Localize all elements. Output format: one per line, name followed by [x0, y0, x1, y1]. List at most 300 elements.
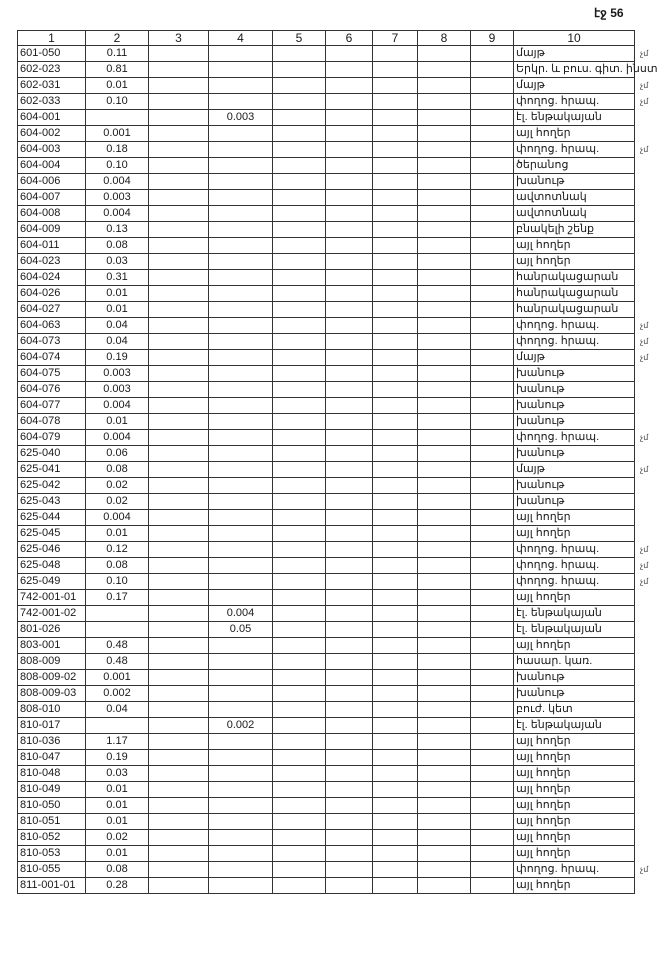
cell-col-4 — [209, 334, 273, 350]
cell-col-1: 808-010 — [18, 702, 86, 718]
cell-col-10: փողոց. հրապ. — [514, 318, 635, 334]
table-row — [18, 94, 635, 110]
cell-col-9 — [471, 862, 514, 878]
cell-col-7 — [373, 302, 418, 318]
cell-col-6 — [326, 286, 373, 302]
cell-col-5 — [273, 846, 326, 862]
cell-col-7 — [373, 654, 418, 670]
cell-col-1: 808-009 — [18, 654, 86, 670]
cell-col-1: 742-001-02 — [18, 606, 86, 622]
margin-mark — [640, 270, 665, 286]
cell-col-10: այլ հողեր — [514, 638, 635, 654]
cell-col-10: բնակելի շենք — [514, 222, 635, 238]
cell-col-8 — [418, 62, 471, 78]
cell-col-2: 0.01 — [86, 846, 149, 862]
cell-col-7 — [373, 238, 418, 254]
cell-col-4 — [209, 62, 273, 78]
cell-col-10: ծերանոց — [514, 158, 635, 174]
cell-col-1: 810-051 — [18, 814, 86, 830]
table-row — [18, 846, 635, 862]
cell-col-7 — [373, 126, 418, 142]
cell-col-10: փողոց. հրապ. — [514, 862, 635, 878]
cell-col-8 — [418, 510, 471, 526]
column-header-2: 2 — [86, 31, 149, 46]
cell-col-4 — [209, 862, 273, 878]
cell-col-5 — [273, 206, 326, 222]
cell-col-8 — [418, 142, 471, 158]
cell-col-3 — [149, 798, 209, 814]
cell-col-6 — [326, 46, 373, 62]
cell-col-9 — [471, 830, 514, 846]
cell-col-2: 0.01 — [86, 526, 149, 542]
margin-mark — [640, 590, 665, 606]
cell-col-5 — [273, 222, 326, 238]
cell-col-9 — [471, 878, 514, 894]
table-row — [18, 190, 635, 206]
margin-mark — [640, 446, 665, 462]
cell-col-8 — [418, 590, 471, 606]
cell-col-6 — [326, 94, 373, 110]
table-row — [18, 702, 635, 718]
cell-col-7 — [373, 558, 418, 574]
margin-mark — [640, 302, 665, 318]
cell-col-3 — [149, 414, 209, 430]
cell-col-1: 604-024 — [18, 270, 86, 286]
cell-col-5 — [273, 558, 326, 574]
cell-col-1: 625-041 — [18, 462, 86, 478]
cell-col-8 — [418, 862, 471, 878]
cell-col-10: խանութ — [514, 446, 635, 462]
cell-col-6 — [326, 318, 373, 334]
cell-col-7 — [373, 478, 418, 494]
cell-col-4: 0.003 — [209, 110, 273, 126]
cell-col-3 — [149, 446, 209, 462]
cell-col-2: 0.01 — [86, 286, 149, 302]
cell-col-4 — [209, 286, 273, 302]
cell-col-7 — [373, 686, 418, 702]
cell-col-5 — [273, 398, 326, 414]
margin-mark: չմ — [640, 561, 649, 570]
cell-col-1: 604-063 — [18, 318, 86, 334]
cell-col-10: այլ հողեր — [514, 878, 635, 894]
cell-col-7 — [373, 446, 418, 462]
cell-col-7 — [373, 46, 418, 62]
cell-col-6 — [326, 798, 373, 814]
margin-mark — [640, 686, 665, 702]
table-row — [18, 446, 635, 462]
cell-col-2: 0.10 — [86, 94, 149, 110]
margin-mark — [640, 510, 665, 526]
cell-col-10: փողոց. հրապ. — [514, 430, 635, 446]
cell-col-8 — [418, 366, 471, 382]
cell-col-4 — [209, 318, 273, 334]
cell-col-10: փողոց. հրապ. — [514, 574, 635, 590]
cell-col-4 — [209, 558, 273, 574]
cell-col-5 — [273, 814, 326, 830]
table-row — [18, 862, 635, 878]
cell-col-4 — [209, 510, 273, 526]
margin-mark — [640, 126, 665, 142]
cell-col-7 — [373, 862, 418, 878]
cell-col-8 — [418, 174, 471, 190]
cell-col-1: 604-023 — [18, 254, 86, 270]
cell-col-2: 0.003 — [86, 366, 149, 382]
cell-col-10: այլ հողեր — [514, 254, 635, 270]
cell-col-3 — [149, 526, 209, 542]
cell-col-2: 0.001 — [86, 670, 149, 686]
column-header-3: 3 — [149, 31, 209, 46]
table-row — [18, 830, 635, 846]
cell-col-9 — [471, 814, 514, 830]
cell-col-4 — [209, 670, 273, 686]
cell-col-2: 0.02 — [86, 830, 149, 846]
cell-col-2: 0.01 — [86, 78, 149, 94]
cell-col-9 — [471, 670, 514, 686]
cell-col-3 — [149, 302, 209, 318]
margin-mark — [640, 62, 665, 78]
cell-col-7 — [373, 734, 418, 750]
cell-col-1: 604-001 — [18, 110, 86, 126]
margin-mark — [640, 494, 665, 510]
cell-col-7 — [373, 750, 418, 766]
cell-col-9 — [471, 590, 514, 606]
cell-col-3 — [149, 670, 209, 686]
table-row — [18, 382, 635, 398]
cell-col-10: այլ հողեր — [514, 590, 635, 606]
cell-col-7 — [373, 206, 418, 222]
cell-col-1: 742-001-01 — [18, 590, 86, 606]
margin-mark — [640, 286, 665, 302]
cell-col-6 — [326, 558, 373, 574]
cell-col-9 — [471, 302, 514, 318]
cell-col-4 — [209, 526, 273, 542]
cell-col-6 — [326, 142, 373, 158]
cell-col-7 — [373, 510, 418, 526]
cell-col-7 — [373, 718, 418, 734]
margin-mark — [640, 158, 665, 174]
cell-col-4 — [209, 398, 273, 414]
cell-col-4 — [209, 366, 273, 382]
cell-col-1: 810-055 — [18, 862, 86, 878]
margin-mark — [640, 702, 665, 718]
cell-col-8 — [418, 606, 471, 622]
column-header-5: 5 — [273, 31, 326, 46]
margin-mark — [640, 478, 665, 494]
cell-col-8 — [418, 286, 471, 302]
margin-mark — [640, 174, 665, 190]
cell-col-5 — [273, 334, 326, 350]
cell-col-3 — [149, 766, 209, 782]
cell-col-7 — [373, 638, 418, 654]
cell-col-10: բուժ. կետ — [514, 702, 635, 718]
cell-col-6 — [326, 766, 373, 782]
cell-col-8 — [418, 478, 471, 494]
cell-col-3 — [149, 318, 209, 334]
cell-col-9 — [471, 494, 514, 510]
table-row — [18, 814, 635, 830]
cell-col-8 — [418, 766, 471, 782]
cell-col-1: 625-045 — [18, 526, 86, 542]
margin-mark: չմ — [640, 545, 649, 554]
cell-col-10: հանրակացարան — [514, 270, 635, 286]
cell-col-8 — [418, 270, 471, 286]
cell-col-9 — [471, 606, 514, 622]
cell-col-1: 604-007 — [18, 190, 86, 206]
cell-col-4 — [209, 46, 273, 62]
cell-col-10: այլ հողեր — [514, 510, 635, 526]
cell-col-2: 0.48 — [86, 638, 149, 654]
cell-col-1: 604-026 — [18, 286, 86, 302]
cell-col-10: փողոց. հրապ. — [514, 542, 635, 558]
cell-col-10: խանութ — [514, 478, 635, 494]
cell-col-1: 604-078 — [18, 414, 86, 430]
cell-col-7 — [373, 878, 418, 894]
cell-col-9 — [471, 94, 514, 110]
cell-col-3 — [149, 638, 209, 654]
cell-col-4 — [209, 350, 273, 366]
cell-col-2: 0.004 — [86, 398, 149, 414]
cell-col-1: 625-043 — [18, 494, 86, 510]
table-row — [18, 78, 635, 94]
cell-col-7 — [373, 574, 418, 590]
cell-col-7 — [373, 702, 418, 718]
cell-col-4 — [209, 702, 273, 718]
cell-col-4: 0.002 — [209, 718, 273, 734]
cell-col-1: 625-046 — [18, 542, 86, 558]
cell-col-5 — [273, 238, 326, 254]
cell-col-9 — [471, 638, 514, 654]
cell-col-3 — [149, 606, 209, 622]
cell-col-5 — [273, 830, 326, 846]
cell-col-4 — [209, 222, 273, 238]
cell-col-6 — [326, 654, 373, 670]
cell-col-9 — [471, 126, 514, 142]
cell-col-1: 810-049 — [18, 782, 86, 798]
cell-col-10: այլ հողեր — [514, 846, 635, 862]
cell-col-4: 0.004 — [209, 606, 273, 622]
margin-mark — [640, 734, 665, 750]
cell-col-1: 604-076 — [18, 382, 86, 398]
cell-col-6 — [326, 462, 373, 478]
cell-col-1: 810-052 — [18, 830, 86, 846]
cell-col-10: մայթ — [514, 46, 635, 62]
cell-col-3 — [149, 62, 209, 78]
cell-col-10: փողոց. հրապ. — [514, 334, 635, 350]
margin-mark: չմ — [640, 145, 649, 154]
cell-col-4 — [209, 574, 273, 590]
cell-col-6 — [326, 590, 373, 606]
cell-col-8 — [418, 190, 471, 206]
cell-col-6 — [326, 542, 373, 558]
cell-col-3 — [149, 430, 209, 446]
cell-col-3 — [149, 702, 209, 718]
cell-col-8 — [418, 494, 471, 510]
cell-col-10: խանութ — [514, 174, 635, 190]
cell-col-1: 604-003 — [18, 142, 86, 158]
margin-mark: չմ — [640, 353, 649, 362]
cell-col-5 — [273, 254, 326, 270]
cell-col-4 — [209, 830, 273, 846]
cell-col-7 — [373, 798, 418, 814]
cell-col-6 — [326, 478, 373, 494]
cell-col-3 — [149, 494, 209, 510]
cell-col-7 — [373, 542, 418, 558]
table-row — [18, 750, 635, 766]
cell-col-3 — [149, 110, 209, 126]
cell-col-4 — [209, 878, 273, 894]
cell-col-5 — [273, 718, 326, 734]
cell-col-8 — [418, 350, 471, 366]
cell-col-3 — [149, 750, 209, 766]
cell-col-6 — [326, 702, 373, 718]
margin-mark: չմ — [640, 433, 649, 442]
cell-col-4 — [209, 270, 273, 286]
cell-col-4 — [209, 414, 273, 430]
table-row — [18, 366, 635, 382]
column-header-10: 10 — [514, 31, 635, 46]
cell-col-4 — [209, 590, 273, 606]
cell-col-9 — [471, 254, 514, 270]
cell-col-2: 0.10 — [86, 574, 149, 590]
table-row — [18, 238, 635, 254]
cell-col-7 — [373, 782, 418, 798]
cell-col-5 — [273, 478, 326, 494]
cell-col-9 — [471, 782, 514, 798]
cell-col-6 — [326, 190, 373, 206]
cell-col-7 — [373, 670, 418, 686]
cell-col-4 — [209, 798, 273, 814]
cell-col-4 — [209, 174, 273, 190]
cell-col-3 — [149, 574, 209, 590]
cell-col-7 — [373, 78, 418, 94]
cell-col-5 — [273, 158, 326, 174]
cell-col-1: 604-004 — [18, 158, 86, 174]
margin-mark — [640, 414, 665, 430]
table-row — [18, 558, 635, 574]
cell-col-7 — [373, 494, 418, 510]
cell-col-7 — [373, 366, 418, 382]
cell-col-10: այլ հողեր — [514, 126, 635, 142]
cell-col-9 — [471, 46, 514, 62]
cell-col-4 — [209, 382, 273, 398]
cell-col-4 — [209, 734, 273, 750]
cell-col-2: 0.06 — [86, 446, 149, 462]
cell-col-3 — [149, 686, 209, 702]
cell-col-2: 0.001 — [86, 126, 149, 142]
cell-col-5 — [273, 62, 326, 78]
cell-col-7 — [373, 222, 418, 238]
cell-col-10: խանութ — [514, 382, 635, 398]
cell-col-1: 604-009 — [18, 222, 86, 238]
table-row — [18, 158, 635, 174]
table-row — [18, 670, 635, 686]
cell-col-2: 0.12 — [86, 542, 149, 558]
table-row — [18, 526, 635, 542]
cell-col-4 — [209, 430, 273, 446]
cell-col-2: 0.03 — [86, 766, 149, 782]
cell-col-2: 0.19 — [86, 350, 149, 366]
cell-col-8 — [418, 430, 471, 446]
cell-col-1: 810-017 — [18, 718, 86, 734]
cell-col-1: 625-044 — [18, 510, 86, 526]
column-header-8: 8 — [418, 31, 471, 46]
cell-col-6 — [326, 174, 373, 190]
cell-col-7 — [373, 318, 418, 334]
cell-col-10: խանութ — [514, 366, 635, 382]
cell-col-2: 0.003 — [86, 190, 149, 206]
margin-mark — [640, 766, 665, 782]
cell-col-7 — [373, 174, 418, 190]
cell-col-8 — [418, 414, 471, 430]
cell-col-8 — [418, 638, 471, 654]
cell-col-2: 0.08 — [86, 462, 149, 478]
cell-col-9 — [471, 686, 514, 702]
cell-col-2: 0.01 — [86, 782, 149, 798]
cell-col-6 — [326, 206, 373, 222]
cell-col-5 — [273, 46, 326, 62]
cell-col-5 — [273, 142, 326, 158]
cell-col-5 — [273, 574, 326, 590]
cell-col-6 — [326, 446, 373, 462]
cell-col-4 — [209, 686, 273, 702]
cell-col-6 — [326, 814, 373, 830]
cell-col-5 — [273, 494, 326, 510]
margin-mark — [640, 830, 665, 846]
cell-col-7 — [373, 398, 418, 414]
cell-col-6 — [326, 782, 373, 798]
cell-col-9 — [471, 558, 514, 574]
cell-col-1: 803-001 — [18, 638, 86, 654]
cell-col-8 — [418, 814, 471, 830]
cell-col-2 — [86, 718, 149, 734]
cell-col-8 — [418, 222, 471, 238]
cell-col-6 — [326, 366, 373, 382]
cell-col-1: 808-009-02 — [18, 670, 86, 686]
cell-col-8 — [418, 702, 471, 718]
table-row — [18, 878, 635, 894]
cell-col-7 — [373, 286, 418, 302]
margin-mark — [640, 526, 665, 542]
cell-col-6 — [326, 638, 373, 654]
cell-col-8 — [418, 238, 471, 254]
cell-col-7 — [373, 830, 418, 846]
column-header-1: 1 — [18, 31, 86, 46]
cell-col-1: 604-075 — [18, 366, 86, 382]
cell-col-2 — [86, 110, 149, 126]
margin-mark: չմ — [640, 337, 649, 346]
cell-col-10: խանութ — [514, 494, 635, 510]
cell-col-2: 0.004 — [86, 174, 149, 190]
cell-col-3 — [149, 350, 209, 366]
cell-col-4 — [209, 190, 273, 206]
cell-col-10: այլ հողեր — [514, 766, 635, 782]
cell-col-10: այլ հողեր — [514, 798, 635, 814]
cell-col-5 — [273, 622, 326, 638]
cell-col-9 — [471, 286, 514, 302]
cell-col-6 — [326, 126, 373, 142]
cell-col-10: այլ հողեր — [514, 814, 635, 830]
cell-col-7 — [373, 814, 418, 830]
cell-col-1: 602-031 — [18, 78, 86, 94]
cell-col-8 — [418, 750, 471, 766]
cell-col-8 — [418, 382, 471, 398]
cell-col-6 — [326, 398, 373, 414]
table-row — [18, 606, 635, 622]
margin-mark — [640, 814, 665, 830]
margin-mark: չմ — [640, 81, 649, 90]
cell-col-5 — [273, 766, 326, 782]
cell-col-6 — [326, 222, 373, 238]
